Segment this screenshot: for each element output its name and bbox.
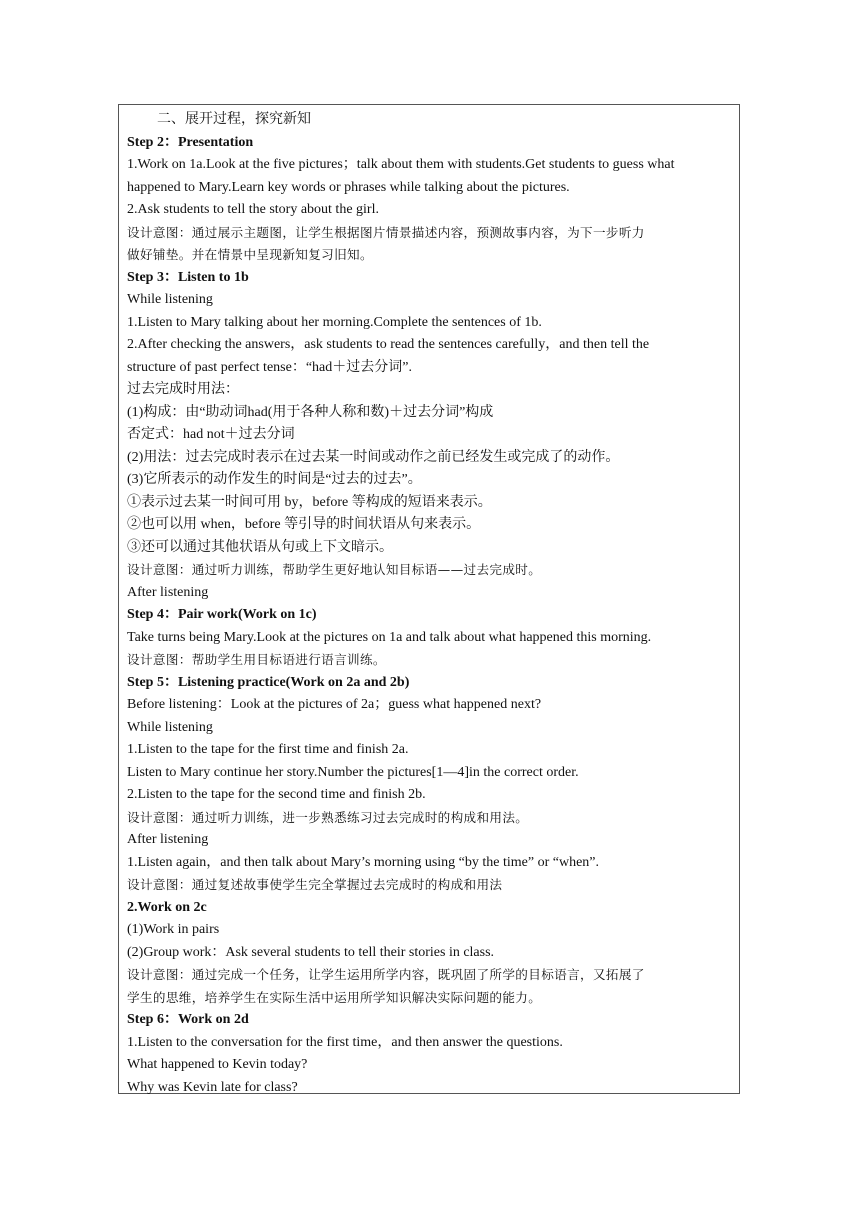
text-line: ①表示过去某一时间可用 by，before 等构成的短语来表示。: [127, 494, 492, 510]
lesson-plan-table-cell: [118, 104, 740, 1094]
text-line: While listening: [127, 719, 213, 735]
text-line: 1.Listen to the tape for the first time and finish 2a.: [127, 742, 409, 757]
text-line: (3)它所表示的动作发生的时间是“过去的过去”。: [127, 472, 422, 487]
text-line: 过去完成时用法：: [127, 382, 239, 397]
text-line: ③还可以通过其他状语从句或上下文暗示。: [127, 539, 393, 555]
text-line: happened to Mary.Learn key words or phrases while talking about the pictures.: [127, 179, 570, 195]
text-line: ②也可以用 when，before 等引导的时间状语从句来表示。: [127, 517, 481, 532]
text-line: Before listening：Look at the pictures of 2a；guess what happened next?: [127, 697, 542, 712]
text-line: Listen to Mary continue her story.Number the pictures[1—4]in the correct order.: [127, 764, 579, 780]
design-intent-line: 设计意图：帮助学生用目标语进行语言训练。: [127, 652, 386, 667]
text-line: 1.Work on 1a.Look at the five pictures；talk about them with students.Get students to guess what: [127, 157, 675, 172]
design-intent-line: 设计意图：通过听力训练，进一步熟悉练习过去完成时的构成和用法。: [127, 809, 529, 825]
text-line: (2)用法：过去完成时表示在过去某一时间或动作之前已经发生或完成了的动作。: [127, 449, 620, 465]
step-heading: Step 4：Pair work(Work on 1c): [127, 607, 317, 622]
text-line: After listening: [127, 832, 209, 847]
text-line: (1)构成：由“助动词had(用于各种人称和数)＋过去分词”构成: [127, 404, 494, 420]
design-intent-line: 设计意图：通过听力训练，帮助学生更好地认知目标语——过去完成时。: [127, 562, 542, 577]
text-line: structure of past perfect tense：“had＋过去分词”.: [127, 359, 412, 375]
text-line: 否定式：had not＋过去分词: [127, 427, 295, 442]
text-line: After listening: [127, 584, 209, 600]
text-line: 1.Listen to the conversation for the first time，and then answer the questions.: [127, 1034, 563, 1050]
step-heading: 2.Work on 2c: [127, 899, 207, 915]
text-line: 2.Listen to the tape for the second time and finish 2b.: [127, 787, 426, 802]
text-line: 1.Listen to Mary talking about her morning.Complete the sentences of 1b.: [127, 314, 542, 330]
text-line: 2.Ask students to tell the story about the girl.: [127, 202, 379, 217]
text-line: (2)Group work：Ask several students to tell their stories in class.: [127, 944, 495, 960]
design-intent-line: 做好铺垫。并在情景中呈现新知复习旧知。: [127, 247, 373, 262]
step-heading: Step 3：Listen to 1b: [127, 269, 249, 285]
text-line: While listening: [127, 292, 213, 307]
design-intent-line: 设计意图：通过复述故事使学生完全掌握过去完成时的构成和用法: [127, 877, 503, 892]
section-heading: 二、展开过程，探究新知: [157, 112, 311, 127]
design-intent-line: 学生的思维，培养学生在实际生活中运用所学知识解决实际问题的能力。: [127, 989, 542, 1005]
design-intent-line: 设计意图：通过完成一个任务，让学生运用所学内容，既巩固了所学的目标语言，又拓展了: [127, 967, 645, 982]
text-line: 2.After checking the answers，ask students to read the sentences carefully，and then tell the: [127, 337, 650, 352]
step-heading: Step 5：Listening practice(Work on 2a and 2b): [127, 674, 410, 690]
step-heading: Step 6：Work on 2d: [127, 1012, 249, 1027]
text-line: Why was Kevin late for class?: [127, 1079, 298, 1095]
text-line: (1)Work in pairs: [127, 922, 220, 937]
text-line: 1.Listen again，and then talk about Mary’s morning using “by the time” or “when”.: [127, 854, 599, 870]
text-line: What happened to Kevin today?: [127, 1057, 308, 1072]
step-heading: Step 2：Presentation: [127, 134, 254, 150]
design-intent-line: 设计意图：通过展示主题图，让学生根据图片情景描述内容，预测故事内容，为下一步听力: [127, 224, 645, 240]
text-line: Take turns being Mary.Look at the pictures on 1a and talk about what happened this morning.: [127, 629, 652, 645]
